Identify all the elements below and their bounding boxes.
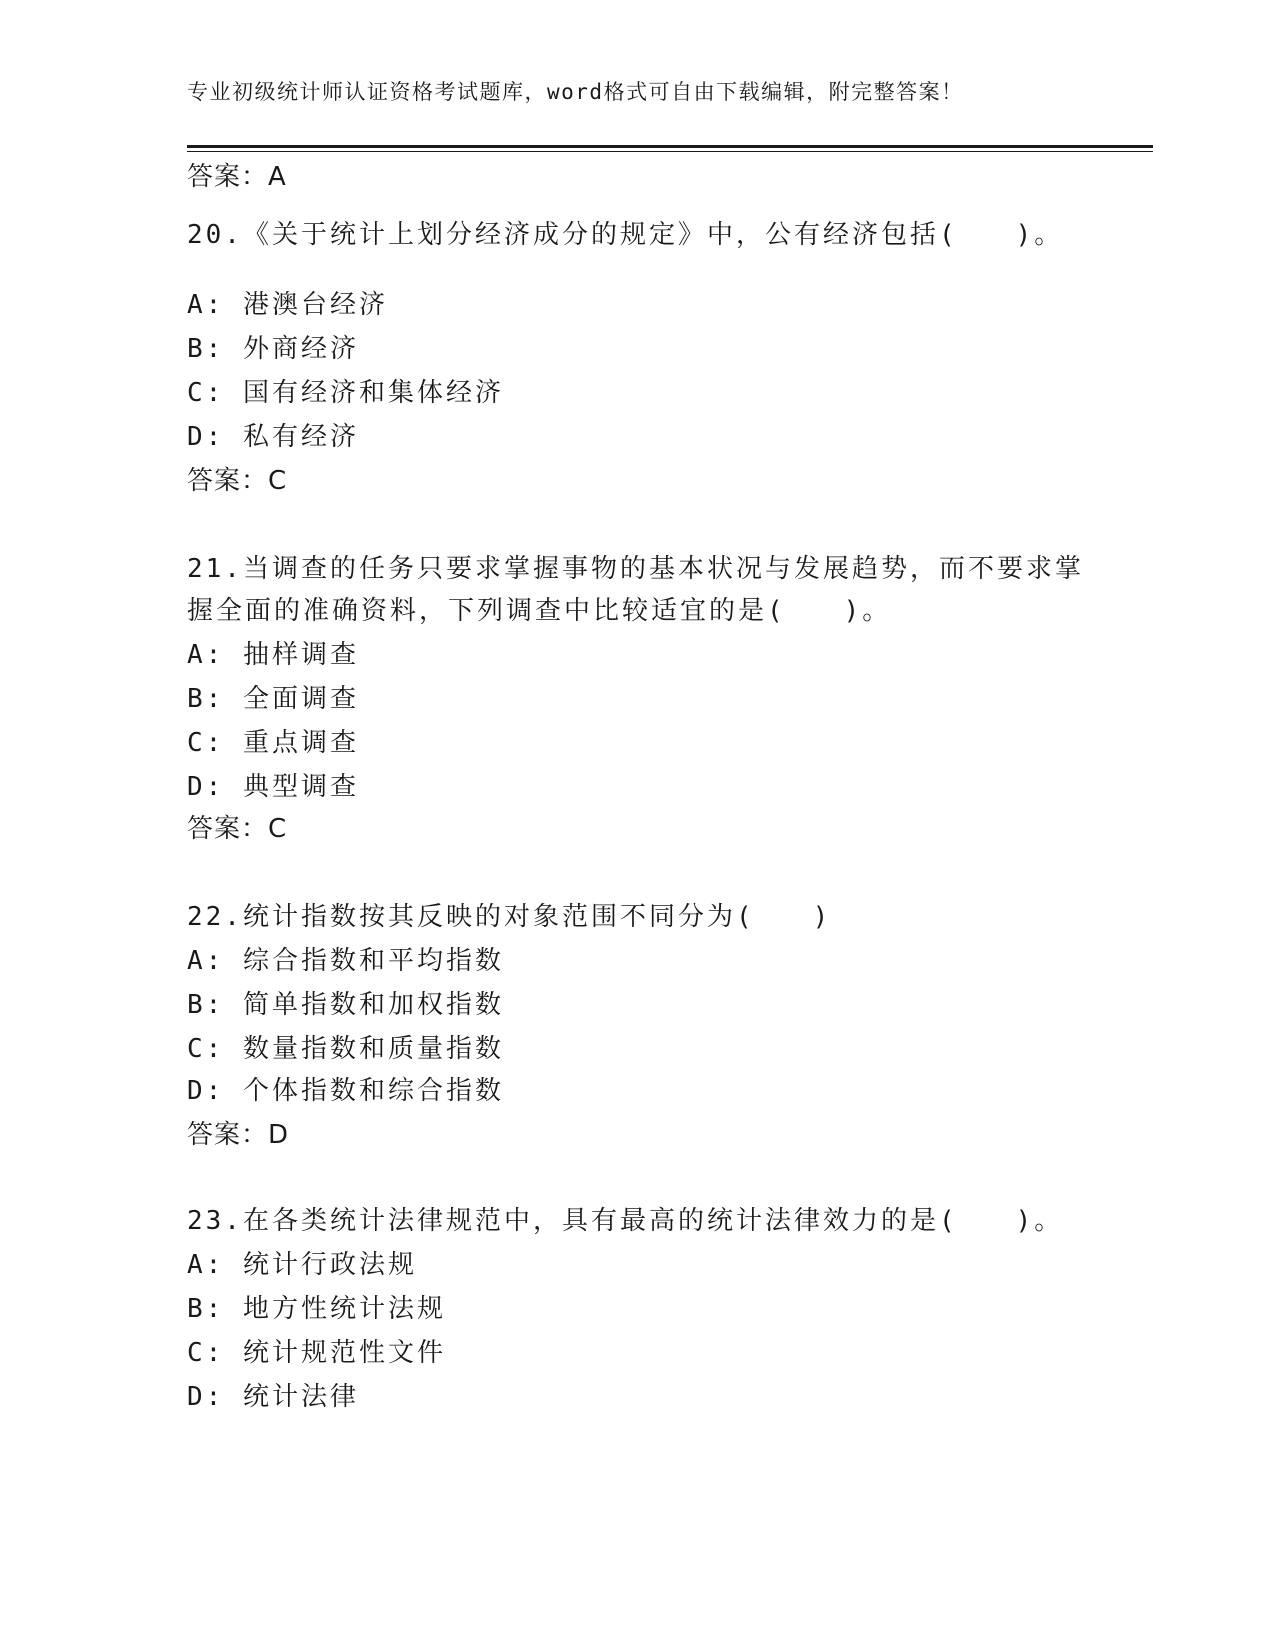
question-22-option-c: C: 数量指数和质量指数 <box>187 1034 504 1064</box>
question-21-stem-line1: 21.当调查的任务只要求掌握事物的基本状况与发展趋势，而不要求掌 <box>187 554 1084 584</box>
answer-19: 答案：A <box>187 162 287 192</box>
page-header: 专业初级统计师认证资格考试题库，word格式可自由下载编辑，附完整答案！ <box>187 80 964 104</box>
question-21-option-d: D: 典型调查 <box>187 772 359 802</box>
question-20-option-c: C: 国有经济和集体经济 <box>187 378 504 408</box>
question-22-answer: 答案：D <box>187 1120 290 1150</box>
question-20-option-d: D: 私有经济 <box>187 422 359 452</box>
header-rule-thick <box>187 145 1153 148</box>
question-20-option-a: A: 港澳台经济 <box>187 290 388 320</box>
question-22-option-b: B: 简单指数和加权指数 <box>187 990 504 1020</box>
question-23-stem: 23.在各类统计法律规范中，具有最高的统计法律效力的是( )。 <box>187 1206 1064 1236</box>
question-22-stem: 22.统计指数按其反映的对象范围不同分为( ) <box>187 902 832 932</box>
question-22-option-a: A: 综合指数和平均指数 <box>187 946 504 976</box>
question-23-option-b: B: 地方性统计法规 <box>187 1294 446 1324</box>
question-21-answer: 答案：C <box>187 814 288 844</box>
question-21-option-a: A: 抽样调查 <box>187 640 359 670</box>
question-20-option-b: B: 外商经济 <box>187 334 359 364</box>
question-21-stem-line2: 握全面的准确资料，下列调查中比较适宜的是( )。 <box>187 596 892 626</box>
question-22-option-d: D: 个体指数和综合指数 <box>187 1076 504 1106</box>
question-21-option-b: B: 全面调查 <box>187 684 359 714</box>
question-23-option-c: C: 统计规范性文件 <box>187 1338 446 1368</box>
header-rule-thin <box>187 151 1153 152</box>
question-21-option-c: C: 重点调查 <box>187 728 359 758</box>
question-23-option-a: A: 统计行政法规 <box>187 1250 417 1280</box>
question-20-answer: 答案：C <box>187 466 288 496</box>
question-23-option-d: D: 统计法律 <box>187 1382 359 1412</box>
question-20-stem: 20.《关于统计上划分经济成分的规定》中，公有经济包括( )。 <box>187 220 1064 250</box>
